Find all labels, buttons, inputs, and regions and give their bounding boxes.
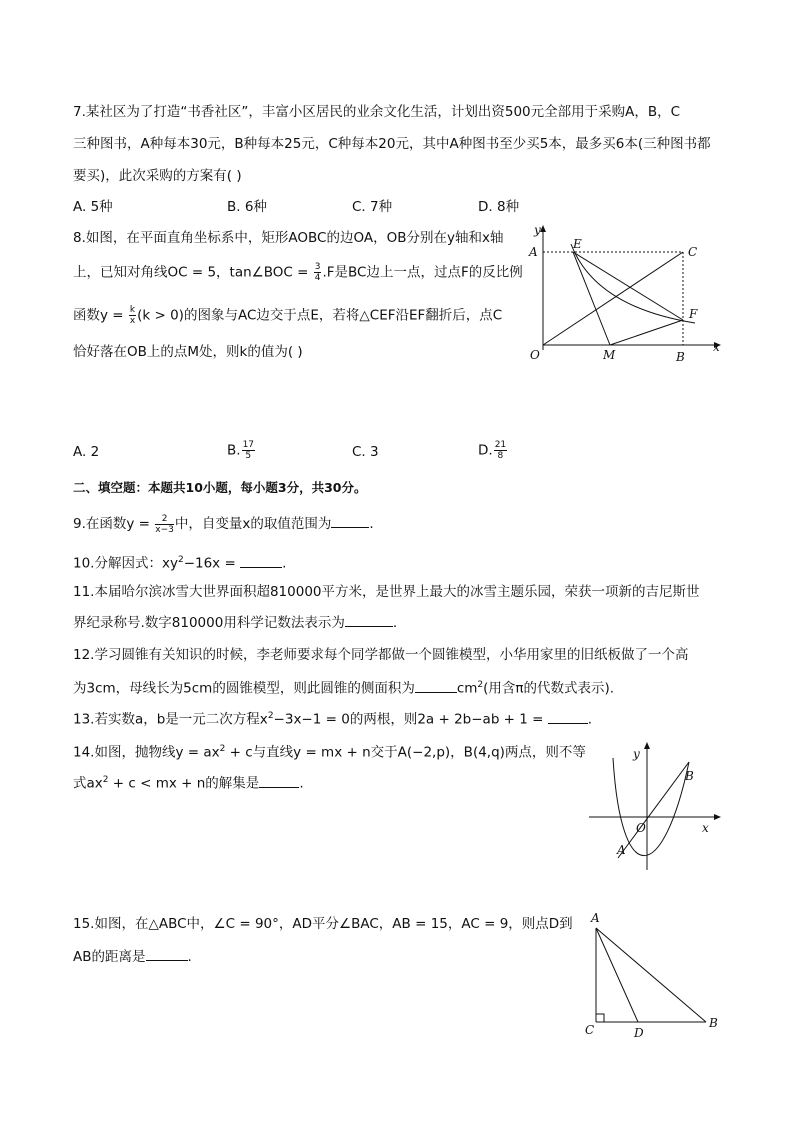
q15-text-a: AB的距离是 bbox=[73, 949, 146, 965]
q10-text-c: . bbox=[282, 555, 287, 572]
q8-option-b bbox=[227, 440, 256, 461]
q15-figure bbox=[585, 908, 725, 1043]
q8-figure bbox=[525, 222, 725, 372]
q8-line-2-b: .F是BC边上一点，过点F的反比例 bbox=[322, 264, 523, 281]
q15-line-1: 15.如图，在△ABC中，∠C = 90°，AD平分∠BAC，AB = 15，AC = 9，则点D到 bbox=[73, 916, 573, 932]
q9-line bbox=[73, 513, 374, 535]
q14-answer-blank[interactable] bbox=[259, 773, 299, 788]
q9-text-b: 中，自变量x的取值范围为 bbox=[174, 516, 332, 532]
q8-label-o: O bbox=[530, 348, 540, 362]
q8-line-2 bbox=[73, 262, 523, 283]
q7-option-b: B. 6种 bbox=[227, 199, 267, 215]
q8-option-d bbox=[478, 440, 508, 461]
q7-line-2: 三种图书，A种每本30元，B种每本25元，C种每本20元，其中A种图书至少买5本，最多买6本(三种图书都 bbox=[73, 136, 711, 152]
q8-label-a: A bbox=[529, 245, 538, 259]
q12-line-2 bbox=[73, 675, 614, 699]
q15-label-c: C bbox=[585, 1023, 595, 1037]
q8-line-2-a: 上，已知对角线OC = 5，tan∠BOC = bbox=[73, 264, 313, 281]
q14-superscript-1: 2 bbox=[219, 744, 226, 754]
q14-text-c: 式ax bbox=[73, 775, 103, 792]
section-2-heading: 二、填空题：本题共10小题，每小题3分，共30分。 bbox=[73, 480, 367, 495]
q8-segment-oc bbox=[543, 252, 683, 345]
q7-option-a: A. 5种 bbox=[73, 199, 113, 215]
q12-text-c: (用含π的代数式表示). bbox=[483, 680, 615, 697]
q13-superscript: 2 bbox=[267, 711, 274, 721]
q14-text-b: + c与直线y = mx + n交于A(−2,p)，B(4,q)两点，则不等 bbox=[225, 744, 586, 761]
q7-option-d: D. 8种 bbox=[478, 199, 520, 215]
q15-right-angle-mark bbox=[596, 1014, 604, 1022]
q8-line-3-b: (k > 0)的图象与AC边交于点E，若将△CEF沿EF翻折后，点C bbox=[137, 307, 503, 324]
q8-label-y: y bbox=[534, 223, 541, 237]
q14-superscript-2: 2 bbox=[102, 775, 109, 785]
q8-option-b-fraction: $\frac{17}{5}$ bbox=[242, 440, 255, 461]
q15-side-ab bbox=[596, 928, 706, 1022]
q8-label-c: C bbox=[688, 245, 698, 259]
q10-text-a: 10.分解因式：xy bbox=[73, 555, 178, 572]
q15-label-a: A bbox=[591, 911, 600, 925]
q14-x-arrow bbox=[714, 814, 721, 820]
q8-tan-fraction: $\frac{3}{4}$ bbox=[314, 262, 321, 283]
q13-line bbox=[73, 706, 592, 730]
q7-line-3: 要买)，此次采购的方案有( ) bbox=[73, 168, 242, 184]
q12-text-b: cm bbox=[456, 680, 478, 697]
q8-kx-fraction: $\frac{k}{x}$ bbox=[129, 305, 136, 326]
q15-segment-ad bbox=[596, 928, 638, 1022]
q8-option-a: A. 2 bbox=[73, 444, 100, 460]
q8-segment-em bbox=[573, 252, 610, 345]
q11-text-b: . bbox=[392, 615, 398, 631]
q10-line bbox=[73, 550, 286, 574]
q8-segment-mf bbox=[610, 320, 683, 345]
q15-line-2 bbox=[73, 946, 192, 967]
q8-line-1: 8.如图，在平面直角坐标系中，矩形AOBC的边OA，OB分别在y轴和x轴 bbox=[73, 230, 504, 246]
q12-line-1: 12.学习圆锥有关知识的时候，李老师要求每个同学都做一个圆锥模型，小华用家里的旧纸板做了一个高 bbox=[73, 647, 689, 663]
q14-label-a: A bbox=[617, 843, 626, 857]
q9-answer-blank[interactable] bbox=[331, 513, 369, 528]
q9-text-c: . bbox=[369, 516, 374, 532]
q15-label-b: B bbox=[709, 1016, 718, 1030]
q8-label-e: E bbox=[573, 237, 582, 251]
q12-answer-blank[interactable] bbox=[415, 678, 457, 693]
q14-text-e: . bbox=[299, 775, 304, 792]
q14-label-o: O bbox=[636, 821, 646, 835]
q14-figure bbox=[585, 740, 725, 875]
q8-y-arrow bbox=[540, 225, 546, 232]
q13-text-c: . bbox=[587, 711, 593, 728]
q14-label-x: x bbox=[702, 821, 709, 835]
q8-option-d-fraction: $\frac{21}{8}$ bbox=[494, 440, 507, 461]
q13-text-a: 13.若实数a，b是一元二次方程x bbox=[73, 711, 268, 728]
q7-line-1: 7.某社区为了打造“书香社区”，丰富小区居民的业余文化生活，计划出资500元全部用于采购A，B，C bbox=[73, 104, 681, 120]
q12-text-a: 为3cm，母线长为5cm的圆锥模型，则此圆锥的侧面积为 bbox=[73, 680, 415, 697]
q14-line-2 bbox=[73, 770, 304, 794]
q8-label-b: B bbox=[676, 350, 685, 364]
q8-line-3 bbox=[73, 305, 502, 326]
q10-answer-blank[interactable] bbox=[240, 553, 282, 568]
q14-parabola bbox=[613, 758, 689, 856]
q11-line-1: 11.本届哈尔滨冰雪大世界面积超810000平方米，是世界上最大的冰雪主题乐园，荣获一项新的吉尼斯世 bbox=[73, 584, 700, 600]
q9-text-a: 9.在函数y = bbox=[73, 516, 155, 532]
q15-text-b: . bbox=[187, 949, 192, 965]
q14-y-arrow bbox=[644, 742, 650, 749]
q10-superscript: 2 bbox=[177, 555, 184, 565]
q8-option-b-label: B. bbox=[227, 442, 241, 459]
q14-line-1 bbox=[73, 739, 586, 763]
q9-fraction: $\frac{2}{x-3}$ bbox=[155, 513, 174, 535]
q14-line bbox=[618, 762, 689, 858]
q8-line-3-a: 函数y = bbox=[73, 307, 128, 324]
q8-label-x: x bbox=[713, 340, 720, 354]
q14-label-b: B bbox=[685, 769, 694, 783]
q8-line-4: 恰好落在OB上的点M处，则k的值为( ) bbox=[73, 344, 303, 360]
q14-text-d: + c < mx + n的解集是 bbox=[108, 775, 260, 792]
q8-segment-ef bbox=[573, 252, 683, 320]
q8-label-m: M bbox=[603, 348, 616, 362]
q11-line-2 bbox=[73, 612, 397, 633]
q13-answer-blank[interactable] bbox=[548, 709, 588, 724]
q13-text-b: −3x−1 = 0的两根，则2a + 2b−ab + 1 = bbox=[273, 711, 548, 728]
q8-option-d-label: D. bbox=[478, 442, 493, 459]
q8-label-f: F bbox=[689, 307, 698, 321]
q7-option-c: C. 7种 bbox=[352, 199, 393, 215]
q14-text-a: 14.如图，抛物线y = ax bbox=[73, 744, 220, 761]
q11-answer-blank[interactable] bbox=[345, 612, 393, 627]
q11-text-a: 界纪录称号.数字810000用科学记数法表示为 bbox=[73, 615, 345, 631]
q15-label-d: D bbox=[634, 1026, 644, 1040]
q8-option-c: C. 3 bbox=[352, 444, 379, 460]
q14-label-y: y bbox=[633, 747, 640, 761]
q10-text-b: −16x = bbox=[183, 555, 241, 572]
q15-answer-blank[interactable] bbox=[146, 946, 188, 961]
q12-superscript: 2 bbox=[477, 680, 484, 690]
